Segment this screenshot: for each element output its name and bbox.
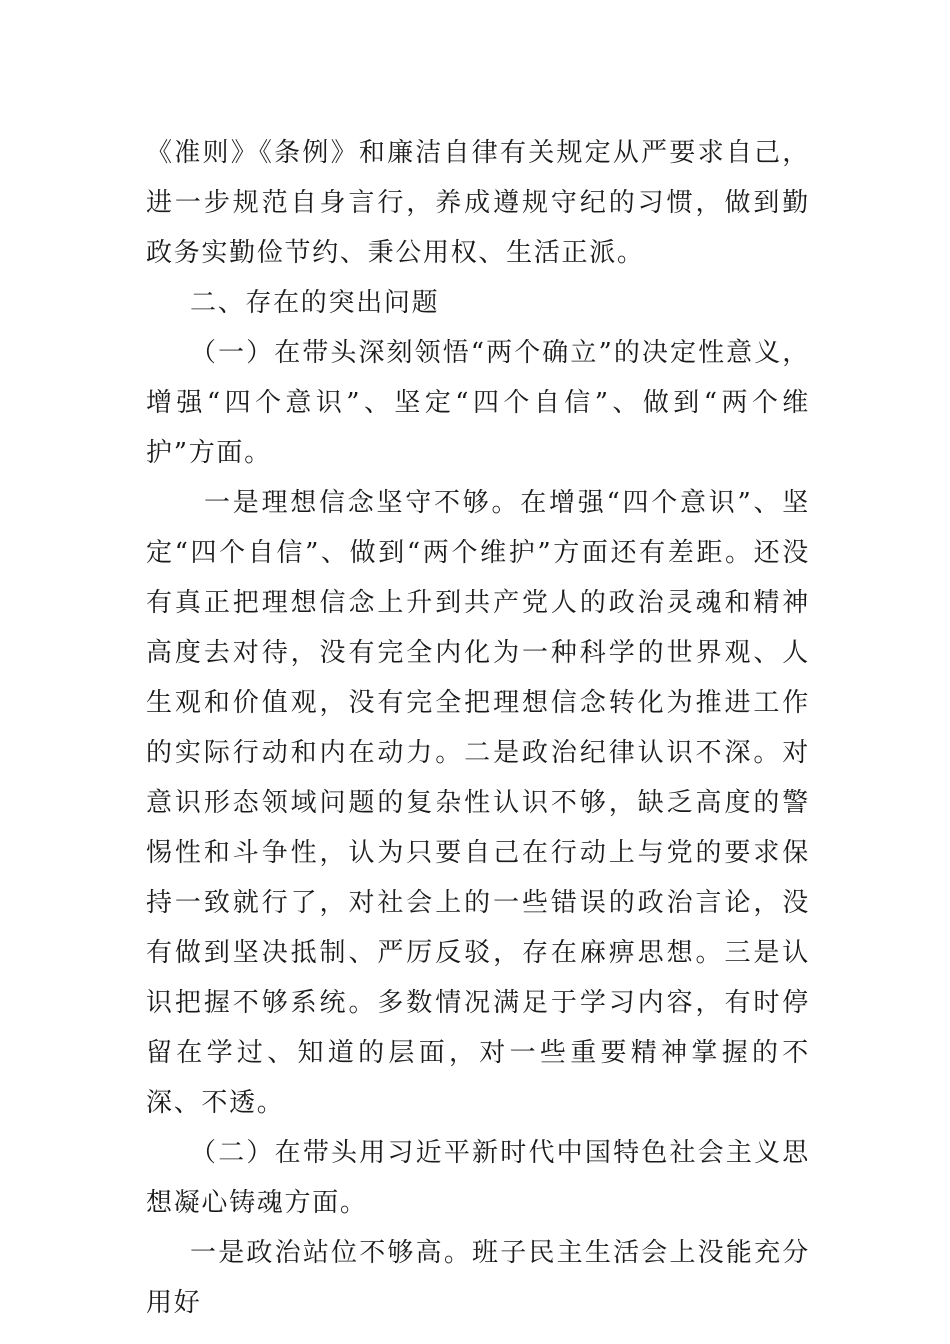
paragraph-regulations: 《准则》《条例》和廉洁自律有关规定从严要求自己，进一步规范自身言行，养成遵规守纪的习惯，做到勤政务实勤俭节约、秉公用权、生活正派。 — [146, 138, 810, 268]
paragraph-issues-two: 一是政治站位不够高。班子民主生活会上没能充分用好 — [146, 1238, 810, 1318]
subheading-two: （二）在带头用习近平新时代中国特色社会主义思想凝心铸魂方面。 — [146, 1138, 810, 1218]
paragraph-issues-one: 一是理想信念坚守不够。在增强“四个意识”、坚定“四个自信”、做到“两个维护”方面还有差距。还没有真正把理想信念上升到共产党人的政治灵魂和精神高度去对待，没有完全内化为一种科学的世界观、人生观和价值观，没有完全把理想信念转化为推进工作的实际行动和内在动力。二是政治纪律认识不深。对意识形态领域问题的复杂性认识不够，缺乏高度的警惕性和斗争性，认为只要自己在行动上与党的要求保持一致就行了，对社会上的一些错误的政治言论，没有做到坚决抵制、严厉反驳，存在麻痹思想。三是认识把握不够系统。多数情况满足于学习内容，有时停留在学过、知道的层面，对一些重要精神掌握的不深、不透。 — [146, 488, 810, 1118]
subheading-one: （一）在带头深刻领悟“两个确立”的决定性意义，增强“四个意识”、坚定“四个自信”、做到“两个维护”方面。 — [146, 338, 810, 468]
section-heading-problems: 二、存在的突出问题 — [190, 288, 440, 318]
document-body — [146, 128, 810, 1328]
